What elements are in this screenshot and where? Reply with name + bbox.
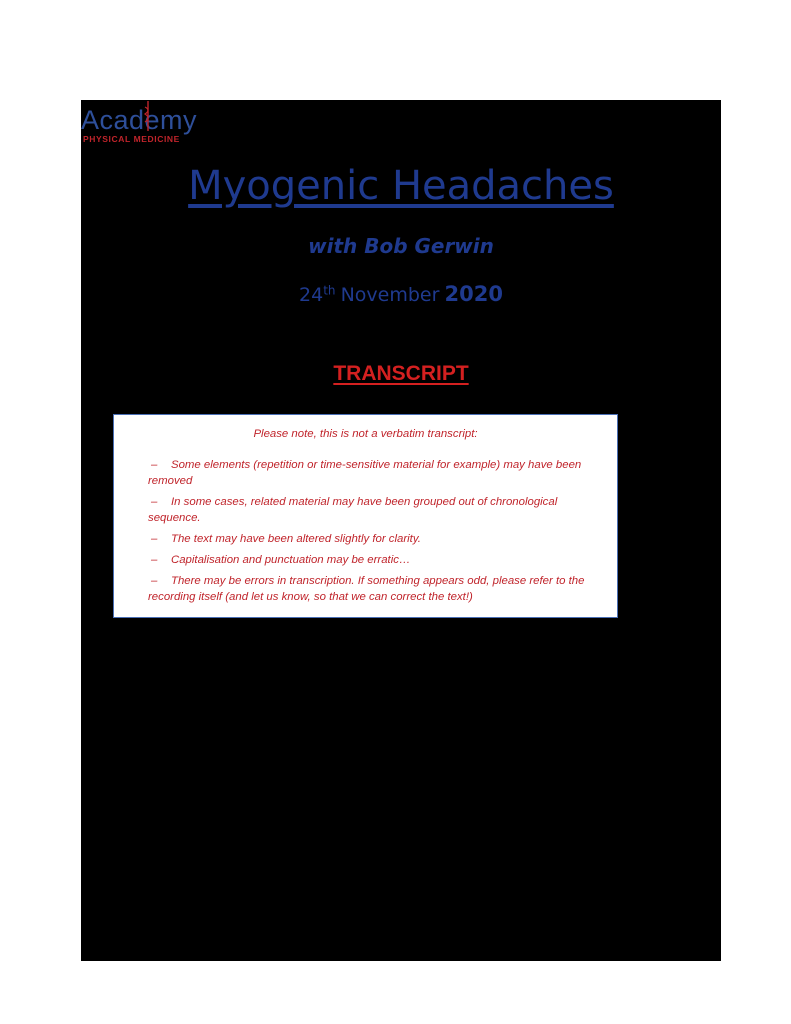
dash-bullet: – bbox=[151, 496, 158, 508]
list-item-text: The text may have been altered slightly for clarity. bbox=[171, 533, 421, 545]
list-item bbox=[148, 457, 603, 489]
list-item-text: Some elements (repetition or time-sensitive material for example) may have been removed bbox=[148, 459, 582, 487]
logo-wordmark: Academy bbox=[81, 105, 198, 135]
disclaimer-box bbox=[113, 414, 618, 618]
academy-logo bbox=[81, 105, 221, 145]
disclaimer-list bbox=[148, 457, 603, 610]
disclaimer-heading: Please note, this is not a verbatim transcript: bbox=[253, 428, 478, 440]
list-item-text: In some cases, related material may have been grouped out of chronological sequence. bbox=[148, 496, 558, 524]
date-year: 2020 bbox=[444, 282, 503, 306]
event-date bbox=[81, 278, 721, 312]
list-item-text: There may be errors in transcription. If something appears odd, please refer to the recording itself (and let us know, so that we can correct the text!) bbox=[148, 575, 585, 603]
dash-bullet: – bbox=[151, 533, 158, 545]
date-month: November bbox=[340, 284, 440, 306]
list-item bbox=[148, 494, 603, 526]
list-item bbox=[148, 573, 603, 605]
dash-bullet: – bbox=[151, 554, 158, 566]
document-title: Myogenic Headaches bbox=[188, 163, 614, 209]
list-item bbox=[148, 552, 603, 568]
document-page bbox=[81, 100, 721, 961]
logo-subtitle: PHYSICAL MEDICINE bbox=[83, 134, 180, 144]
presenter-line: with Bob Gerwin bbox=[308, 234, 494, 258]
date-day: 24 bbox=[299, 284, 324, 306]
dash-bullet: – bbox=[151, 575, 158, 587]
section-heading: TRANSCRIPT bbox=[333, 362, 469, 385]
date-day-suffix: th bbox=[323, 283, 336, 298]
list-item-text: Capitalisation and punctuation may be erratic… bbox=[171, 554, 411, 566]
caduceus-icon bbox=[143, 101, 153, 131]
dash-bullet: – bbox=[151, 459, 158, 471]
list-item bbox=[148, 531, 603, 547]
